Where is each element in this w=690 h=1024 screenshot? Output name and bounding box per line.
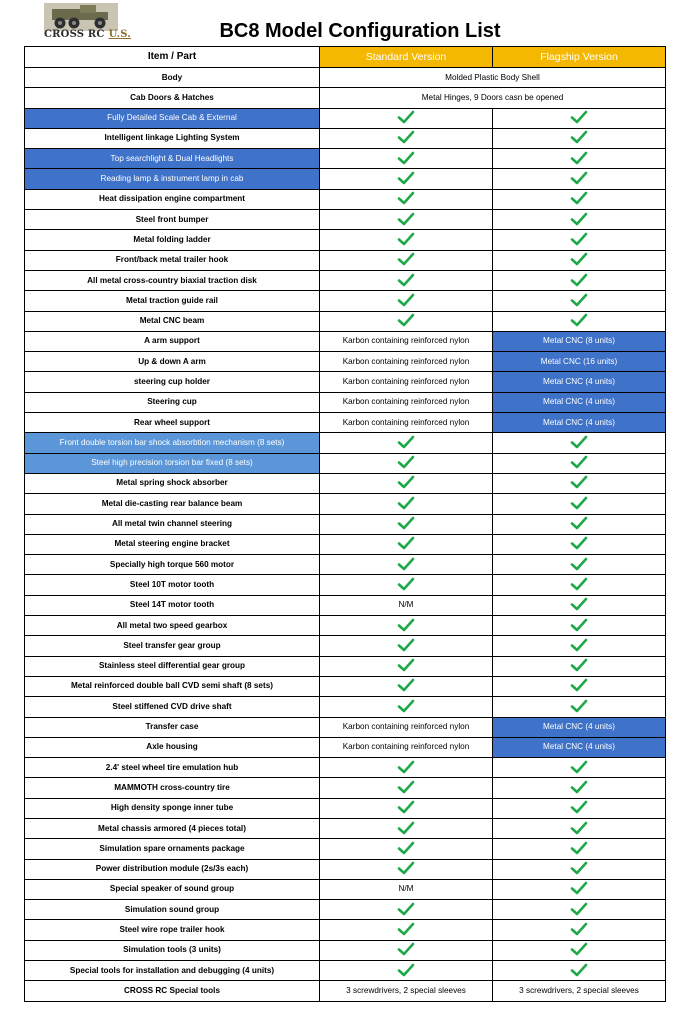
table-row bbox=[25, 352, 666, 372]
table-row bbox=[25, 270, 666, 290]
flagship-check-icon bbox=[493, 595, 666, 615]
table-row bbox=[25, 900, 666, 920]
table-row bbox=[25, 981, 666, 1001]
table-row bbox=[25, 108, 666, 128]
item-cell: Steel wire rope trailer hook bbox=[25, 920, 320, 940]
item-cell: A arm support bbox=[25, 331, 320, 351]
standard-value-cell: Karbon containing reinforced nylon bbox=[320, 737, 493, 757]
merged-value-cell: Metal Hinges, 9 Doors casn be opened bbox=[320, 88, 666, 108]
table-row bbox=[25, 392, 666, 412]
table-row bbox=[25, 311, 666, 331]
table-row bbox=[25, 656, 666, 676]
column-header-standard: Standard Version bbox=[320, 47, 493, 68]
item-cell: Steel 10T motor tooth bbox=[25, 575, 320, 595]
flagship-value-cell: Metal CNC (8 units) bbox=[493, 331, 666, 351]
item-cell: Axle housing bbox=[25, 737, 320, 757]
flagship-check-icon bbox=[493, 859, 666, 879]
standard-check-icon bbox=[320, 534, 493, 554]
table-header-row bbox=[25, 47, 666, 68]
standard-check-icon bbox=[320, 514, 493, 534]
item-cell: Rear wheel support bbox=[25, 413, 320, 433]
item-cell: Intelligent linkage Lighting System bbox=[25, 128, 320, 148]
flagship-check-icon bbox=[493, 494, 666, 514]
item-cell: All metal two speed gearbox bbox=[25, 616, 320, 636]
item-cell: Stainless steel differential gear group bbox=[25, 656, 320, 676]
flagship-check-icon bbox=[493, 900, 666, 920]
flagship-check-icon bbox=[493, 697, 666, 717]
table-row bbox=[25, 940, 666, 960]
standard-check-icon bbox=[320, 433, 493, 453]
table-row bbox=[25, 595, 666, 615]
flagship-check-icon bbox=[493, 636, 666, 656]
standard-check-icon bbox=[320, 940, 493, 960]
flagship-check-icon bbox=[493, 149, 666, 169]
item-cell: Special speaker of sound group bbox=[25, 879, 320, 899]
item-cell: Metal die-casting rear balance beam bbox=[25, 494, 320, 514]
item-cell: High density sponge inner tube bbox=[25, 798, 320, 818]
table-row bbox=[25, 291, 666, 311]
item-cell: steering cup holder bbox=[25, 372, 320, 392]
table-row bbox=[25, 818, 666, 838]
standard-check-icon bbox=[320, 108, 493, 128]
table-row bbox=[25, 331, 666, 351]
page-header bbox=[0, 0, 690, 44]
standard-check-icon bbox=[320, 555, 493, 575]
table-row bbox=[25, 128, 666, 148]
table-row bbox=[25, 534, 666, 554]
flagship-check-icon bbox=[493, 514, 666, 534]
item-cell: Special tools for installation and debugging (4 units) bbox=[25, 961, 320, 981]
item-cell: All metal twin channel steering bbox=[25, 514, 320, 534]
flagship-value-cell: Metal CNC (16 units) bbox=[493, 352, 666, 372]
item-cell: Top searchlight & Dual Headlights bbox=[25, 149, 320, 169]
table-row bbox=[25, 473, 666, 493]
table-row bbox=[25, 859, 666, 879]
table-row bbox=[25, 230, 666, 250]
standard-check-icon bbox=[320, 859, 493, 879]
standard-check-icon bbox=[320, 311, 493, 331]
flagship-check-icon bbox=[493, 818, 666, 838]
table-row bbox=[25, 798, 666, 818]
standard-value-cell: Karbon containing reinforced nylon bbox=[320, 331, 493, 351]
flagship-check-icon bbox=[493, 676, 666, 696]
flagship-check-icon bbox=[493, 128, 666, 148]
standard-value-cell: 3 screwdrivers, 2 special sleeves bbox=[320, 981, 493, 1001]
standard-check-icon bbox=[320, 270, 493, 290]
item-cell: Front double torsion bar shock absorbtion mechanism (8 sets) bbox=[25, 433, 320, 453]
table-row bbox=[25, 778, 666, 798]
item-cell: Metal steering engine bracket bbox=[25, 534, 320, 554]
item-cell: Steel 14T motor tooth bbox=[25, 595, 320, 615]
item-cell: Heat dissipation engine compartment bbox=[25, 189, 320, 209]
item-cell: Transfer case bbox=[25, 717, 320, 737]
standard-check-icon bbox=[320, 839, 493, 859]
logo-region: U.S. bbox=[108, 29, 131, 40]
table-row bbox=[25, 88, 666, 108]
standard-check-icon bbox=[320, 818, 493, 838]
table-row bbox=[25, 372, 666, 392]
standard-check-icon bbox=[320, 798, 493, 818]
standard-check-icon bbox=[320, 758, 493, 778]
table-row bbox=[25, 169, 666, 189]
standard-check-icon bbox=[320, 210, 493, 230]
item-cell: Body bbox=[25, 68, 320, 88]
standard-check-icon bbox=[320, 494, 493, 514]
flagship-check-icon bbox=[493, 879, 666, 899]
table-row bbox=[25, 413, 666, 433]
table-row bbox=[25, 453, 666, 473]
flagship-check-icon bbox=[493, 453, 666, 473]
standard-check-icon bbox=[320, 636, 493, 656]
table-row bbox=[25, 839, 666, 859]
flagship-check-icon bbox=[493, 555, 666, 575]
flagship-check-icon bbox=[493, 839, 666, 859]
standard-check-icon bbox=[320, 616, 493, 636]
table-row bbox=[25, 636, 666, 656]
table-row bbox=[25, 210, 666, 230]
item-cell: Simulation tools (3 units) bbox=[25, 940, 320, 960]
flagship-check-icon bbox=[493, 758, 666, 778]
standard-check-icon bbox=[320, 900, 493, 920]
standard-check-icon bbox=[320, 676, 493, 696]
item-cell: Metal reinforced double ball CVD semi shaft (8 sets) bbox=[25, 676, 320, 696]
item-cell: Steel front bumper bbox=[25, 210, 320, 230]
standard-value-cell: Karbon containing reinforced nylon bbox=[320, 372, 493, 392]
flagship-check-icon bbox=[493, 210, 666, 230]
flagship-check-icon bbox=[493, 534, 666, 554]
item-cell: 2.4' steel wheel tire emulation hub bbox=[25, 758, 320, 778]
item-cell: Steel transfer gear group bbox=[25, 636, 320, 656]
table-row bbox=[25, 616, 666, 636]
item-cell: Specially high torque 560 motor bbox=[25, 555, 320, 575]
flagship-check-icon bbox=[493, 616, 666, 636]
item-cell: Steel stiffened CVD drive shaft bbox=[25, 697, 320, 717]
table-row bbox=[25, 961, 666, 981]
flagship-value-cell: Metal CNC (4 units) bbox=[493, 413, 666, 433]
flagship-check-icon bbox=[493, 473, 666, 493]
flagship-check-icon bbox=[493, 230, 666, 250]
flagship-check-icon bbox=[493, 778, 666, 798]
column-header-item: Item / Part bbox=[25, 47, 320, 68]
table-row bbox=[25, 433, 666, 453]
standard-check-icon bbox=[320, 250, 493, 270]
item-cell: Metal CNC beam bbox=[25, 311, 320, 331]
item-cell: Power distribution module (2s/3s each) bbox=[25, 859, 320, 879]
table-row bbox=[25, 575, 666, 595]
item-cell: Front/back metal trailer hook bbox=[25, 250, 320, 270]
flagship-check-icon bbox=[493, 169, 666, 189]
flagship-check-icon bbox=[493, 250, 666, 270]
flagship-check-icon bbox=[493, 961, 666, 981]
item-cell: Metal chassis armored (4 pieces total) bbox=[25, 818, 320, 838]
table-row bbox=[25, 676, 666, 696]
flagship-check-icon bbox=[493, 798, 666, 818]
item-cell: CROSS RC Special tools bbox=[25, 981, 320, 1001]
standard-check-icon bbox=[320, 920, 493, 940]
flagship-value-cell: Metal CNC (4 units) bbox=[493, 372, 666, 392]
flagship-value-cell: Metal CNC (4 units) bbox=[493, 717, 666, 737]
standard-value-cell: N/M bbox=[320, 595, 493, 615]
table-row bbox=[25, 189, 666, 209]
standard-value-cell: Karbon containing reinforced nylon bbox=[320, 413, 493, 433]
flagship-check-icon bbox=[493, 940, 666, 960]
flagship-value-cell: Metal CNC (4 units) bbox=[493, 737, 666, 757]
table-row bbox=[25, 758, 666, 778]
flagship-check-icon bbox=[493, 656, 666, 676]
standard-check-icon bbox=[320, 473, 493, 493]
standard-check-icon bbox=[320, 453, 493, 473]
merged-value-cell: Molded Plastic Body Shell bbox=[320, 68, 666, 88]
standard-check-icon bbox=[320, 169, 493, 189]
item-cell: Metal folding ladder bbox=[25, 230, 320, 250]
table-row bbox=[25, 494, 666, 514]
table-row bbox=[25, 555, 666, 575]
standard-check-icon bbox=[320, 575, 493, 595]
standard-check-icon bbox=[320, 189, 493, 209]
table-row bbox=[25, 879, 666, 899]
table-row bbox=[25, 737, 666, 757]
item-cell: Fully Detailed Scale Cab & External bbox=[25, 108, 320, 128]
standard-check-icon bbox=[320, 149, 493, 169]
table-body bbox=[25, 68, 666, 1002]
flagship-check-icon bbox=[493, 575, 666, 595]
flagship-check-icon bbox=[493, 433, 666, 453]
item-cell: Steering cup bbox=[25, 392, 320, 412]
item-cell: Simulation spare ornaments package bbox=[25, 839, 320, 859]
item-cell: Steel high precision torsion bar fixed (8 sets) bbox=[25, 453, 320, 473]
column-header-flagship: Flagship Version bbox=[493, 47, 666, 68]
item-cell: Metal traction guide rail bbox=[25, 291, 320, 311]
table-row bbox=[25, 920, 666, 940]
standard-check-icon bbox=[320, 230, 493, 250]
standard-check-icon bbox=[320, 656, 493, 676]
flagship-value-cell: Metal CNC (4 units) bbox=[493, 392, 666, 412]
flagship-check-icon bbox=[493, 291, 666, 311]
table-row bbox=[25, 250, 666, 270]
flagship-check-icon bbox=[493, 189, 666, 209]
item-cell: Reading lamp & instrument lamp in cab bbox=[25, 169, 320, 189]
flagship-check-icon bbox=[493, 270, 666, 290]
item-cell: Simulation sound group bbox=[25, 900, 320, 920]
standard-value-cell: Karbon containing reinforced nylon bbox=[320, 392, 493, 412]
configuration-table bbox=[24, 46, 666, 1002]
standard-check-icon bbox=[320, 778, 493, 798]
standard-value-cell: Karbon containing reinforced nylon bbox=[320, 717, 493, 737]
logo-brand: CROSS RC bbox=[44, 29, 105, 40]
standard-check-icon bbox=[320, 291, 493, 311]
item-cell: MAMMOTH cross-country tire bbox=[25, 778, 320, 798]
standard-check-icon bbox=[320, 128, 493, 148]
item-cell: Metal spring shock absorber bbox=[25, 473, 320, 493]
table-row bbox=[25, 697, 666, 717]
standard-check-icon bbox=[320, 697, 493, 717]
table-row bbox=[25, 149, 666, 169]
flagship-value-cell: 3 screwdrivers, 2 special sleeves bbox=[493, 981, 666, 1001]
flagship-check-icon bbox=[493, 311, 666, 331]
standard-value-cell: Karbon containing reinforced nylon bbox=[320, 352, 493, 372]
table-row bbox=[25, 514, 666, 534]
item-cell: All metal cross-country biaxial traction disk bbox=[25, 270, 320, 290]
table-row bbox=[25, 717, 666, 737]
standard-check-icon bbox=[320, 961, 493, 981]
item-cell: Up & down A arm bbox=[25, 352, 320, 372]
page-title: BC8 Model Configuration List bbox=[219, 20, 501, 42]
flagship-check-icon bbox=[493, 920, 666, 940]
item-cell: Cab Doors & Hatches bbox=[25, 88, 320, 108]
standard-value-cell: N/M bbox=[320, 879, 493, 899]
table-row bbox=[25, 68, 666, 88]
flagship-check-icon bbox=[493, 108, 666, 128]
